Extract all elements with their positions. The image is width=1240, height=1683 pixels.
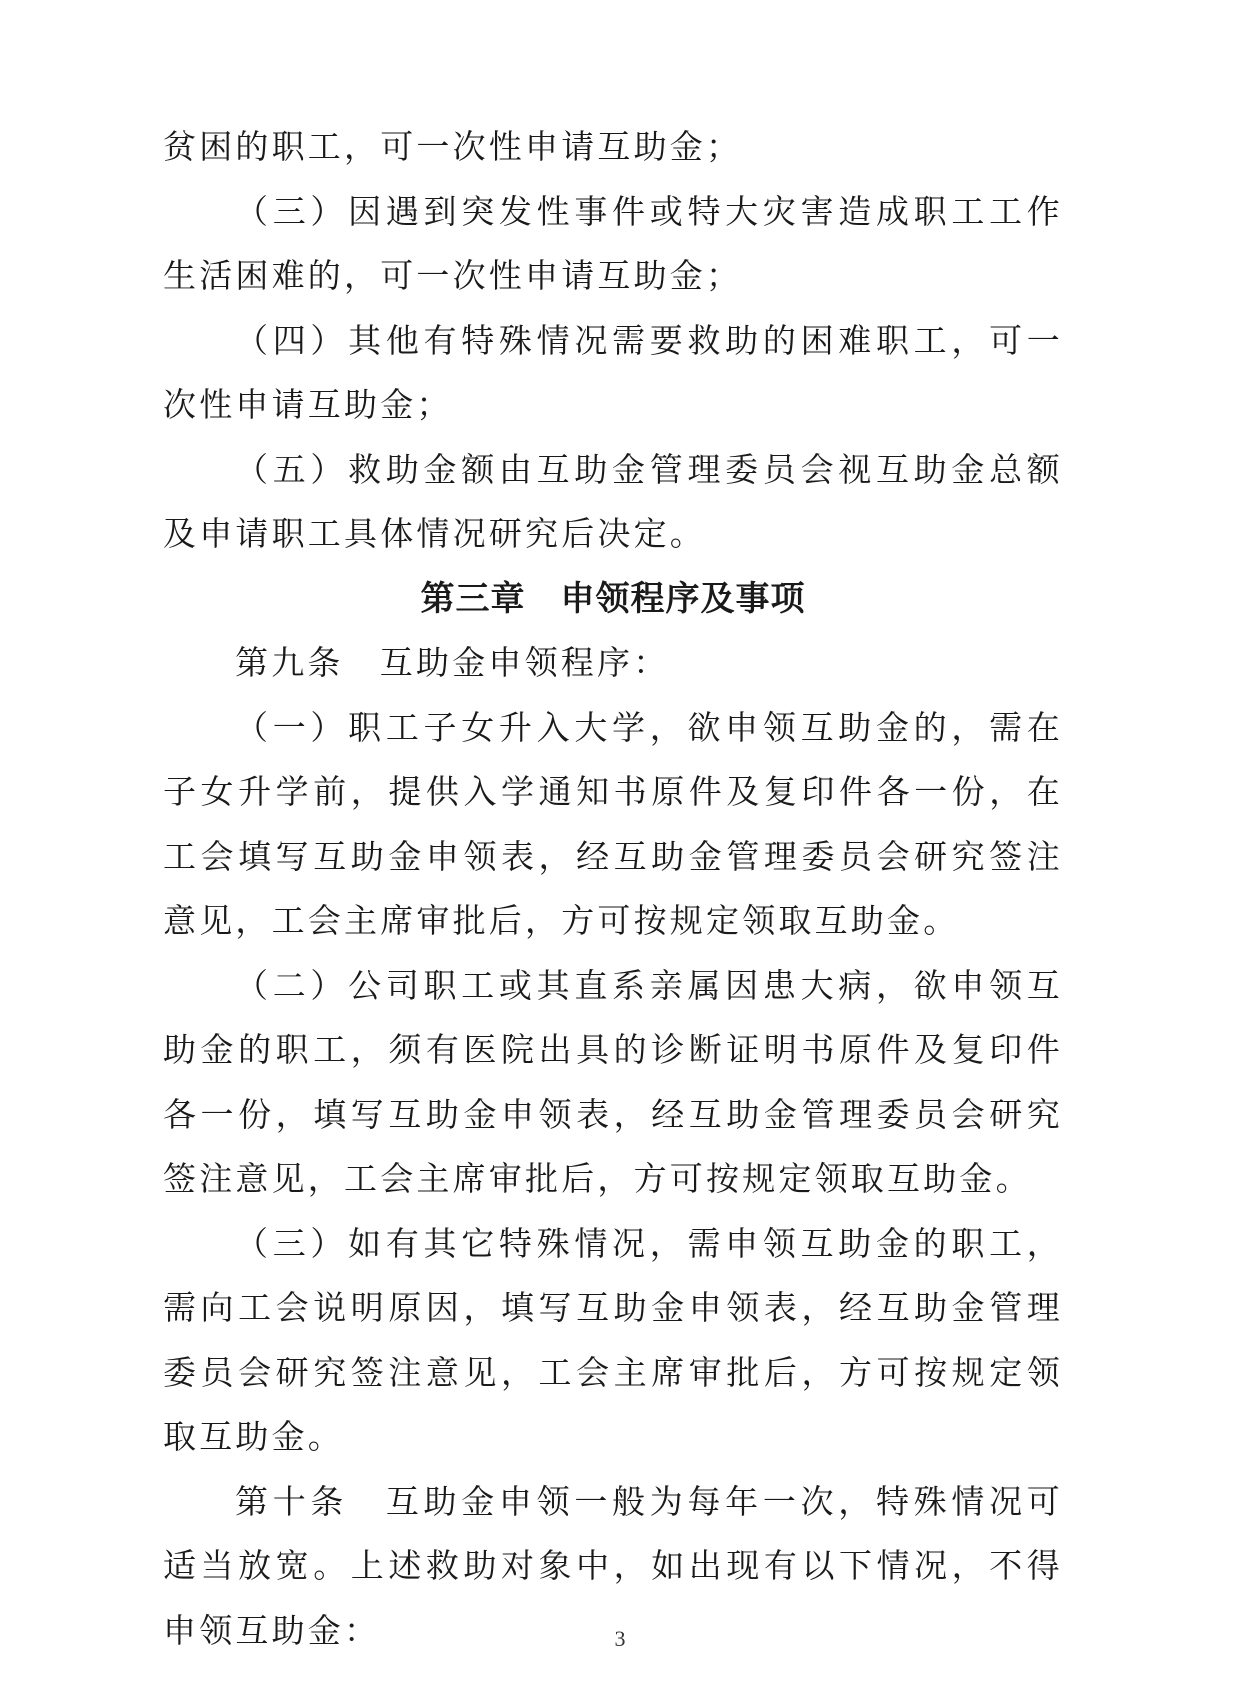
paragraph-item-5-amount: （五）救助金额由互助金管理委员会视互助金总额及申请职工具体情况研究后决定。 [163,449,1063,553]
paragraph-item-4-other: （四）其他有特殊情况需要救助的困难职工，可一次性申请互助金； [163,320,1063,424]
article-9-item-1: （一）职工子女升入大学，欲申领互助金的，需在子女升学前，提供入学通知书原件及复印件各一份，在工会填写互助金申领表，经互助金管理委员会研究签注意见，工会主席审批后，方可按规定领取互助金。 [163,707,1063,940]
article-9-item-3: （三）如有其它特殊情况，需申领互助金的职工，需向工会说明原因，填写互助金申领表，经互助金管理委员会研究签注意见，工会主席审批后，方可按规定领取互助金。 [163,1223,1063,1456]
article-9-title: 第九条 互助金申领程序： [235,643,670,682]
page-number: 3 [614,1626,626,1651]
article-10: 第十条 互助金申领一般为每年一次，特殊情况可适当放宽。上述救助对象中，如出现有以下情况，不得申领互助金： [163,1481,1063,1650]
chapter-heading: 第三章 申领程序及事项 [420,578,806,619]
article-9-item-2: （二）公司职工或其直系亲属因患大病，欲申领互助金的职工，须有医院出具的诊断证明书原件及复印件各一份，填写互助金申领表，经互助金管理委员会研究签注意见，工会主席审批后，方可按规定领取互助金。 [163,965,1063,1198]
paragraph-item-3-disaster: （三）因遇到突发性事件或特大灾害造成职工工作生活困难的，可一次性申请互助金； [163,191,1063,295]
document-body [163,115,1063,1663]
paragraph-continuation: 贫困的职工，可一次性申请互助金； [163,127,743,166]
